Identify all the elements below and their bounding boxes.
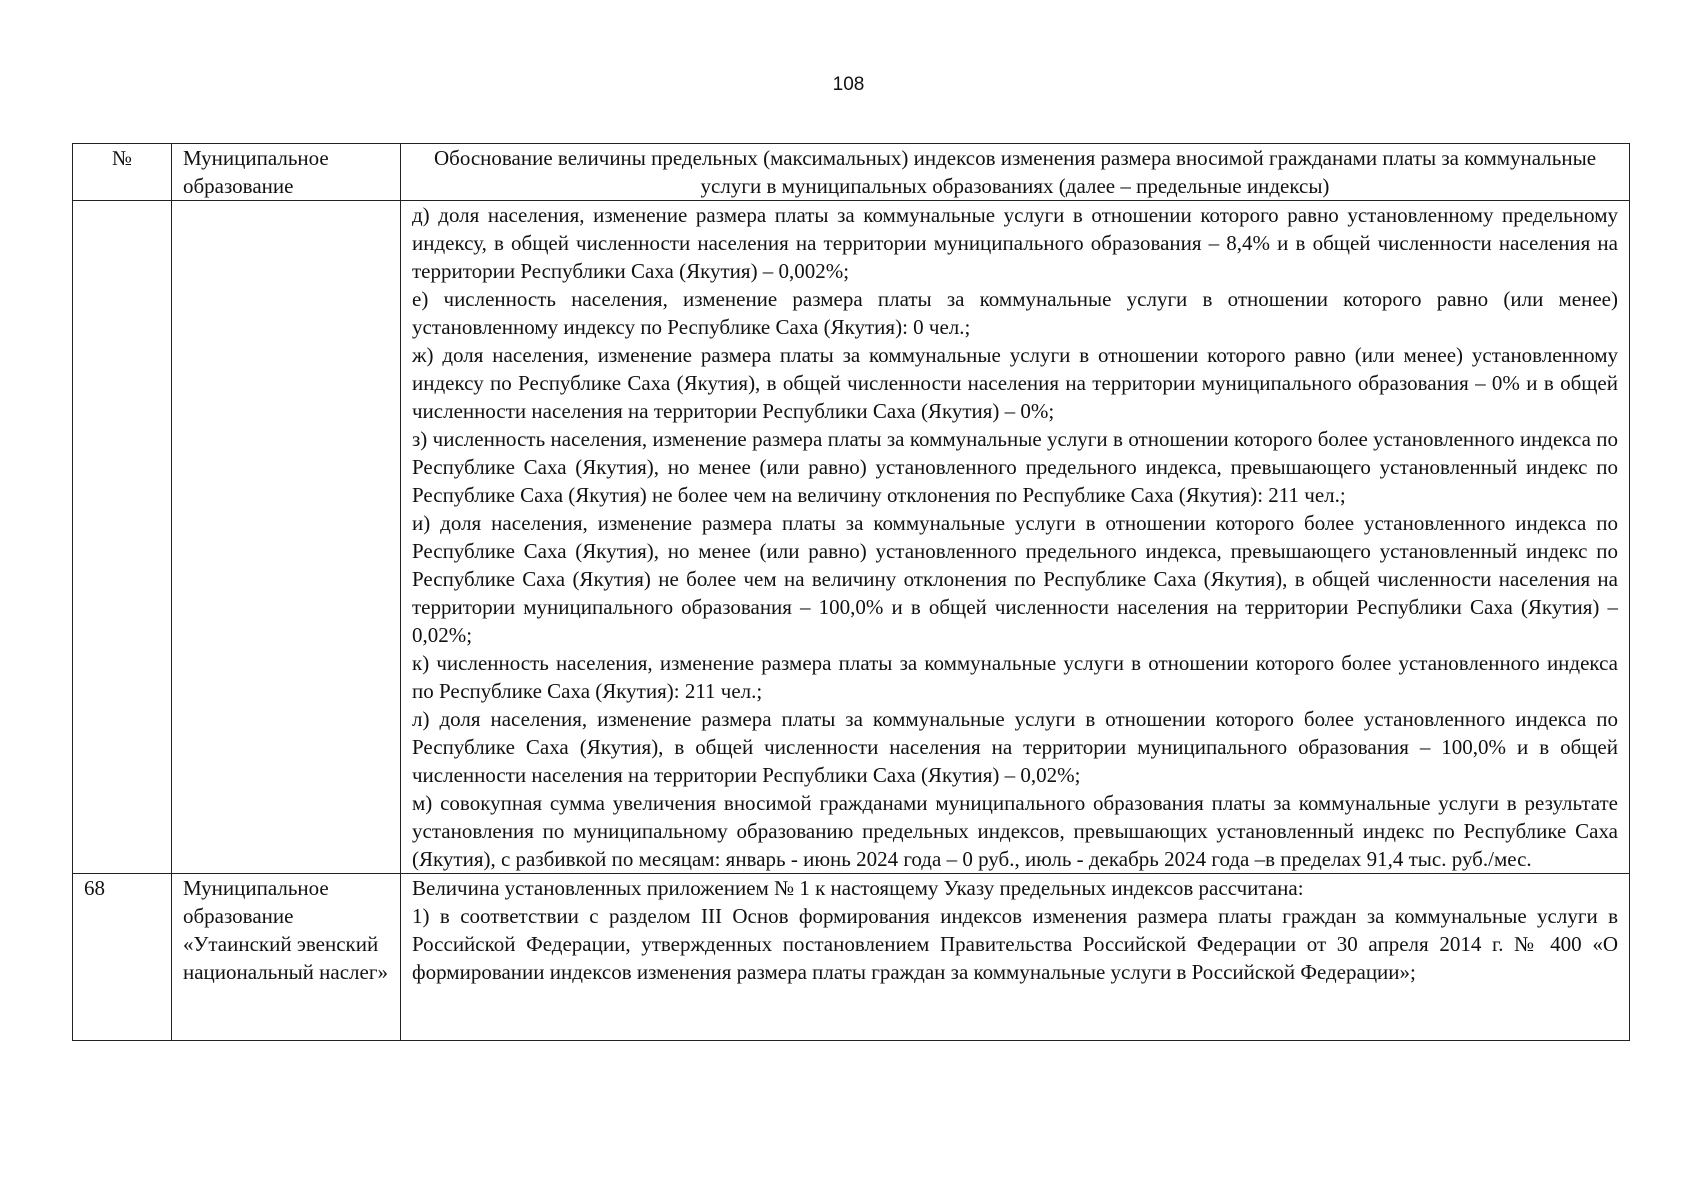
paragraph-m: м) совокупная сумма увеличения вносимой гражданами муниципального образования платы за коммунальные услуги в результате установления по муниципальному образованию предельных индексов, превышающих установленный индекс по Республике Саха (Якутия), с разбивкой по месяцам: январь - июнь 2024 года – 0 руб., июль - декабрь 2024 года –в пределах 91,4 тыс. руб./мес. (412, 791, 1618, 871)
header-justification: Обоснование величины предельных (максимальных) индексов изменения размера вносимой гражданами платы за коммунальные услуги в муниципальных образованиях (далее – предельные индексы) (401, 144, 1630, 201)
header-number: № (73, 144, 172, 201)
paragraph-l: л) доля населения, изменение размера платы за коммунальные услуги в отношении которого более установленного индекса по Республике Саха (Якутия), в общей численности населения на территории муниципального образования – 100,0% и в общей численности населения на территории Республики Саха (Якутия) – 0,02%; (412, 707, 1618, 787)
table-row (73, 201, 1630, 874)
indices-table (72, 143, 1630, 1041)
table-header-row (73, 144, 1630, 201)
row-number-cell (73, 201, 172, 874)
paragraph-e: е) численность населения, изменение размера платы за коммунальные услуги в отношении которого равно (или менее) установленному индексу по Республике Саха (Якутия): 0 чел.; (412, 287, 1618, 339)
paragraph-i: и) доля населения, изменение размера платы за коммунальные услуги в отношении которого более установленного индекса по Республике Саха (Якутия), но менее (или равно) установленного предельного индекса, превышающего установленный индекс по Республике Саха (Якутия) не более чем на величину отклонения по Республике Саха (Якутия), в общей численности населения на территории муниципального образования – 100,0% и в общей численности населения на территории Республики Саха (Якутия) – 0,02%; (412, 511, 1618, 647)
paragraph-d: д) доля населения, изменение размера платы за коммунальные услуги в отношении которого равно установленному предельному индексу, в общей численности населения на территории муниципального образования – 8,4% и в общей численности населения на территории Республики Саха (Якутия) – 0,002%; (412, 203, 1618, 283)
paragraph-z: з) численность населения, изменение размера платы за коммунальные услуги в отношении которого более установленного индекса по Республике Саха (Якутия), но менее (или равно) установленного предельного индекса, превышающего установленный индекс по Республике Саха (Якутия) не более чем на величину отклонения по Республике Саха (Якутия): 211 чел.; (412, 427, 1618, 507)
page-number: 108 (832, 74, 865, 95)
paragraph-zh: ж) доля населения, изменение размера платы за коммунальные услуги в отношении которого равно (или менее) установленному индексу по Республике Саха (Якутия), в общей численности населения на территории муниципального образования – 0% и в общей численности населения на территории Республики Саха (Якутия) – 0%; (412, 343, 1618, 423)
row-municipality-cell: Муниципальное образование «Утаинский эвенский национальный наслег» (172, 874, 401, 1041)
header-municipality: Муниципальное образование (172, 144, 401, 201)
row-number-cell: 68 (73, 874, 172, 1041)
row-justification-cell (401, 201, 1630, 874)
paragraph-k: к) численность населения, изменение размера платы за коммунальные услуги в отношении которого более установленного индекса по Республике Саха (Якутия): 211 чел.; (412, 651, 1618, 703)
row-municipality-cell (172, 201, 401, 874)
row-justification-cell (401, 874, 1630, 1041)
table-row (73, 874, 1630, 1041)
paragraph-intro: Величина установленных приложением № 1 к настоящему Указу предельных индексов рассчитана: (412, 876, 1304, 900)
paragraph-1: 1) в соответствии с разделом III Основ формирования индексов изменения размера платы граждан за коммунальные услуги в Российской Федерации, утвержденных постановлением Правительства Российской Федерации от 30 апреля 2014 г. № 400 «О формировании индексов изменения размера платы граждан за коммунальные услуги в Российской Федерации»; (412, 904, 1618, 984)
